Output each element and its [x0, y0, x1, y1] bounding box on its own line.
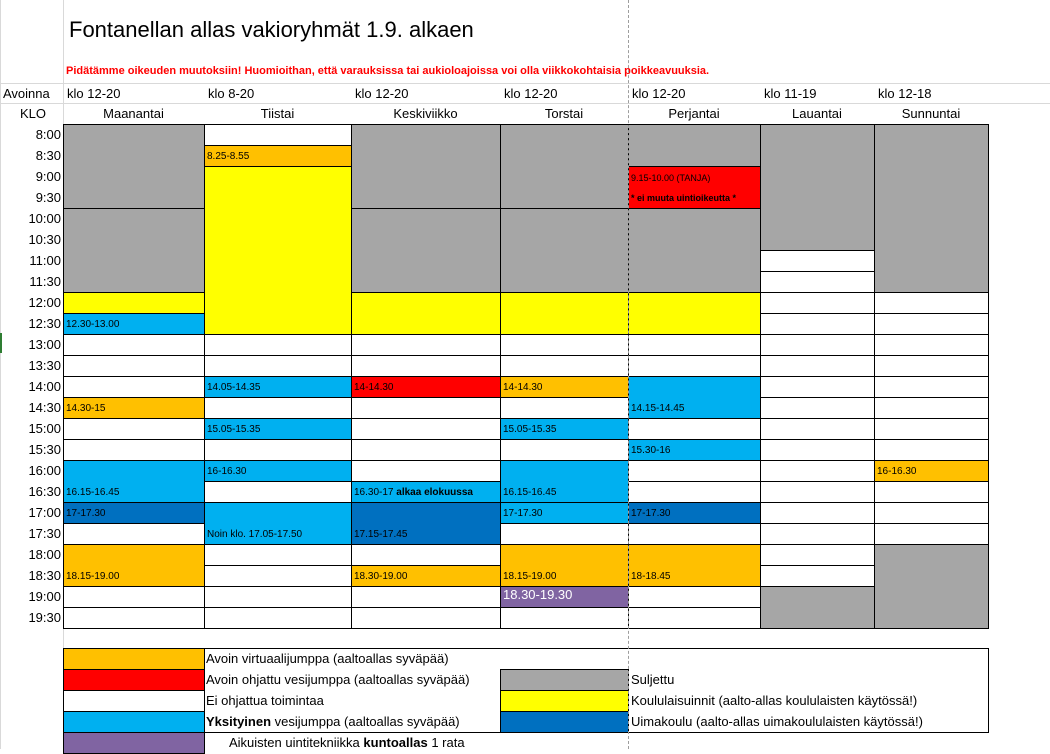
block-caption-text: 16-16.30 — [877, 466, 917, 477]
legend-label-text: Suljettu — [631, 672, 675, 687]
day-hours-6: klo 12-18 — [878, 86, 932, 101]
activity-block-school — [63, 292, 205, 314]
block-caption — [66, 403, 105, 415]
page-break-line — [628, 0, 629, 749]
schedule-cell — [760, 292, 875, 314]
schedule-cell — [63, 376, 205, 398]
block-caption-text: 18-18.45 — [631, 571, 671, 582]
legend-label — [631, 672, 674, 687]
schedule-cell — [351, 586, 501, 608]
block-caption-text: 12.30-13.00 — [66, 319, 120, 330]
time-label: 13:00 — [28, 337, 61, 352]
block-caption — [631, 508, 670, 520]
schedule-cell — [874, 502, 989, 524]
block-caption — [66, 487, 119, 499]
activity-block-closed — [874, 124, 989, 293]
schedule-cell — [628, 334, 761, 356]
schedule-cell — [628, 586, 761, 608]
schedule-cell — [760, 439, 875, 461]
legend-label-text: Uimakoulu (aalto-allas uimakoululaisten käytössä!) — [631, 714, 923, 729]
block-caption-text: 14-14.30 — [354, 382, 394, 393]
schedule-cell — [351, 439, 501, 461]
activity-block-closed — [63, 208, 205, 293]
schedule-cell — [628, 418, 761, 440]
time-label: 11:30 — [29, 274, 61, 289]
day-hours-3: klo 12-20 — [504, 86, 558, 101]
schedule-cell — [760, 544, 875, 566]
activity-block-closed — [628, 124, 761, 167]
block-caption-text: 15.30-16 — [631, 445, 671, 456]
block-caption — [66, 571, 119, 583]
block-caption — [503, 571, 556, 583]
legend-label-text: Avoin virtuaalijumppa (aaltoallas syväpää) — [206, 651, 449, 666]
time-label: 10:30 — [28, 232, 61, 247]
legend-swatch-school — [500, 690, 629, 712]
legend-label-text: Koululaisuinnit (aalto-allas koululaisten käytössä!) — [631, 693, 918, 708]
time-label: 11:00 — [29, 253, 61, 268]
schedule-cell — [874, 397, 989, 419]
activity-block-school — [351, 292, 501, 335]
schedule-cell — [874, 376, 989, 398]
block-caption-text: 16.30-17 — [354, 487, 394, 498]
block-caption-text: 8.25-8.55 — [207, 151, 250, 162]
legend-label — [206, 714, 460, 729]
schedule-cell — [874, 334, 989, 356]
schedule-cell — [760, 397, 875, 419]
time-label: 8:00 — [35, 127, 61, 142]
schedule-cell — [874, 355, 989, 377]
block-caption-text: 17-17.30 — [503, 508, 543, 519]
time-label: 17:00 — [28, 505, 61, 520]
block-caption — [354, 571, 407, 583]
legend-swatch-private — [63, 711, 205, 733]
block-caption — [631, 571, 670, 583]
block-caption-text: 14-14.30 — [503, 382, 543, 393]
schedule-cell — [351, 355, 501, 377]
time-label: 18:30 — [28, 568, 61, 583]
day-hours-0: klo 12-20 — [67, 86, 121, 101]
day-hours-5: klo 11-19 — [764, 86, 817, 101]
schedule-cell — [874, 523, 989, 545]
block-caption — [631, 403, 684, 415]
block-caption-text: 17-17.30 — [631, 508, 671, 519]
activity-block-closed — [351, 208, 501, 293]
schedule-cell — [760, 376, 875, 398]
day-name-5: Lauantai — [792, 106, 842, 121]
day-name-4: Perjantai — [668, 106, 720, 121]
block-caption — [631, 445, 670, 457]
block-caption-text: 14.05-14.35 — [207, 382, 261, 393]
legend-swatch-virtual — [63, 648, 205, 670]
activity-block-closed — [760, 124, 875, 251]
schedule-cell — [204, 439, 352, 461]
schedule-cell — [204, 544, 352, 566]
legend-label — [229, 735, 465, 750]
block-caption — [503, 424, 556, 436]
legend-swatch-free — [63, 690, 205, 712]
klo-label: KLO — [20, 106, 47, 121]
day-hours-4: klo 12-20 — [632, 86, 686, 101]
block-caption — [503, 508, 542, 520]
schedule-cell — [628, 460, 761, 482]
schedule-cell — [628, 607, 761, 629]
time-label: 19:30 — [28, 610, 61, 625]
schedule-cell — [63, 607, 205, 629]
time-label: 15:00 — [28, 421, 61, 436]
legend-label-part: 1 rata — [427, 735, 465, 750]
schedule-cell — [204, 124, 352, 146]
time-label: 18:00 — [28, 547, 61, 562]
day-hours-1: klo 8-20 — [208, 86, 255, 101]
schedule-cell — [351, 418, 501, 440]
legend-label — [631, 693, 917, 708]
block-caption-text: 18.15-19.00 — [66, 571, 120, 582]
day-hours-2: klo 12-20 — [355, 86, 409, 101]
time-label: 12:30 — [28, 316, 61, 331]
schedule-cell — [204, 586, 352, 608]
block-caption-text: 14.30-15 — [66, 403, 106, 414]
block-caption-text: 15.05-15.35 — [207, 424, 261, 435]
schedule-cell — [500, 607, 629, 629]
legend-label-part: kuntoallas — [363, 735, 428, 750]
time-label: 10:00 — [28, 211, 61, 226]
block-caption-note: alkaa elokuussa — [396, 487, 473, 498]
block-caption — [207, 529, 302, 541]
block-caption-text: 18.15-19.00 — [503, 571, 557, 582]
schedule-cell — [874, 439, 989, 461]
legend-swatch-closed — [500, 669, 629, 691]
day-name-0: Maanantai — [103, 106, 164, 121]
block-caption-text: 9.15-10.00 (TANJA) — [631, 173, 711, 183]
row-marker — [0, 333, 2, 353]
legend-label-text: Avoin ohjattu vesijumppa (aaltoallas syväpää) — [206, 672, 470, 687]
time-label: 12:00 — [28, 295, 61, 310]
block-caption-text: 14.15-14.45 — [631, 403, 685, 414]
day-name-2: Keskiviikko — [393, 106, 458, 121]
schedule-cell — [760, 334, 875, 356]
legend-label-text: Ei ohjattua toimintaa — [206, 693, 324, 708]
schedule-cell — [500, 523, 629, 545]
day-name-6: Sunnuntai — [901, 106, 961, 121]
schedule-cell — [351, 397, 501, 419]
block-caption — [207, 424, 260, 436]
activity-block-closed — [500, 124, 629, 209]
schedule-cell — [760, 565, 875, 587]
schedule-cell — [204, 481, 352, 503]
schedule-cell — [63, 334, 205, 356]
schedule-cell — [204, 334, 352, 356]
schedule-cell — [204, 565, 352, 587]
time-label: 9:30 — [35, 190, 61, 205]
block-caption-text: 17.15-17.45 — [354, 529, 408, 540]
block-caption-text: 16.15-16.45 — [66, 487, 120, 498]
schedule-cell — [760, 418, 875, 440]
block-caption — [503, 589, 572, 601]
block-caption — [877, 466, 916, 478]
activity-block-closed — [351, 124, 501, 209]
legend-swatch-adult — [63, 732, 205, 754]
time-label: 16:30 — [28, 484, 61, 499]
schedule-cell — [351, 460, 501, 482]
schedule-cell — [760, 250, 875, 272]
schedule-cell — [204, 397, 352, 419]
time-label: 16:00 — [28, 463, 61, 478]
activity-block-closed — [63, 124, 205, 209]
activity-block-closed — [628, 208, 761, 293]
schedule-cell — [760, 523, 875, 545]
block-caption — [66, 319, 119, 331]
time-label: 14:00 — [28, 379, 61, 394]
block-caption — [503, 382, 542, 394]
legend-label-text: vesijumppa (aaltoallas syväpää) — [274, 714, 460, 729]
block-caption-text: 18.30-19.00 — [354, 571, 408, 582]
schedule-cell — [63, 586, 205, 608]
schedule-cell — [63, 355, 205, 377]
schedule-cell — [500, 334, 629, 356]
open-label: Avoinna — [3, 86, 50, 101]
block-caption — [354, 529, 407, 541]
activity-block-school — [628, 292, 761, 335]
page-title: Fontanellan allas vakioryhmät 1.9. alkaen — [69, 17, 474, 42]
block-caption-note: * ei muuta uintioikeutta * — [631, 193, 737, 203]
schedule-cell — [500, 397, 629, 419]
schedule-cell — [760, 355, 875, 377]
block-caption-text: 18.30-19.30 — [503, 587, 573, 602]
block-caption-text: 15.05-15.35 — [503, 424, 557, 435]
schedule-cell — [500, 439, 629, 461]
block-caption — [207, 466, 246, 478]
schedule-cell — [204, 355, 352, 377]
legend-label — [206, 651, 449, 666]
block-caption — [207, 151, 249, 163]
schedule-cell — [628, 355, 761, 377]
schedule-cell — [204, 607, 352, 629]
schedule-cell — [63, 523, 205, 545]
legend-swatch-guided — [63, 669, 205, 691]
legend-swatch-swimschool — [500, 711, 629, 733]
day-name-1: Tiistai — [260, 106, 295, 121]
block-caption — [631, 172, 710, 184]
schedule-cell — [760, 460, 875, 482]
block-caption — [354, 382, 393, 394]
time-label: 13:30 — [28, 358, 61, 373]
schedule-cell — [760, 481, 875, 503]
gridline — [0, 103, 1050, 104]
block-caption — [503, 487, 556, 499]
schedule-cell — [63, 418, 205, 440]
schedule-cell — [874, 418, 989, 440]
block-caption — [66, 508, 105, 520]
schedule-cell — [351, 334, 501, 356]
schedule-cell — [628, 523, 761, 545]
day-name-3: Torstai — [544, 106, 584, 121]
notice-text: Pidätämme oikeuden muutoksiin! Huomioithan, että varauksissa tai aukioloajoissa voi olla viikkokohtaisia poikkeavuuksia. — [66, 65, 710, 77]
time-label: 15:30 — [28, 442, 61, 457]
schedule-cell — [760, 313, 875, 335]
schedule-cell — [63, 439, 205, 461]
gridline — [0, 83, 1050, 84]
activity-block-school — [500, 292, 629, 335]
block-caption — [354, 487, 473, 499]
legend-label-bold: Yksityinen — [206, 714, 272, 729]
schedule-cell — [760, 502, 875, 524]
activity-block-closed — [500, 208, 629, 293]
block-caption-text: 17-17.30 — [66, 508, 106, 519]
block-caption-text: 16.15-16.45 — [503, 487, 557, 498]
time-label: 19:00 — [28, 589, 61, 604]
activity-block-closed — [760, 586, 875, 629]
legend-label — [206, 693, 324, 708]
schedule-cell — [351, 607, 501, 629]
gridline — [0, 0, 1, 749]
activity-block-school — [204, 166, 352, 335]
time-label: 17:30 — [28, 526, 61, 541]
schedule-cell — [874, 292, 989, 314]
time-label: 14:30 — [28, 400, 61, 415]
block-caption-text: 16-16.30 — [207, 466, 247, 477]
schedule-cell — [760, 271, 875, 293]
schedule-cell — [874, 313, 989, 335]
schedule-cell — [351, 544, 501, 566]
legend-label — [206, 672, 470, 687]
time-label: 8:30 — [35, 148, 61, 163]
activity-block-closed — [874, 544, 989, 629]
legend-label — [631, 714, 923, 729]
schedule-cell — [628, 481, 761, 503]
legend-label-part: Aikuisten uintitekniikka — [229, 735, 364, 750]
schedule-cell — [500, 355, 629, 377]
time-label: 9:00 — [35, 169, 61, 184]
schedule-cell — [874, 481, 989, 503]
block-caption — [207, 382, 260, 394]
block-caption-text: Noin klo. 17.05-17.50 — [207, 529, 303, 540]
